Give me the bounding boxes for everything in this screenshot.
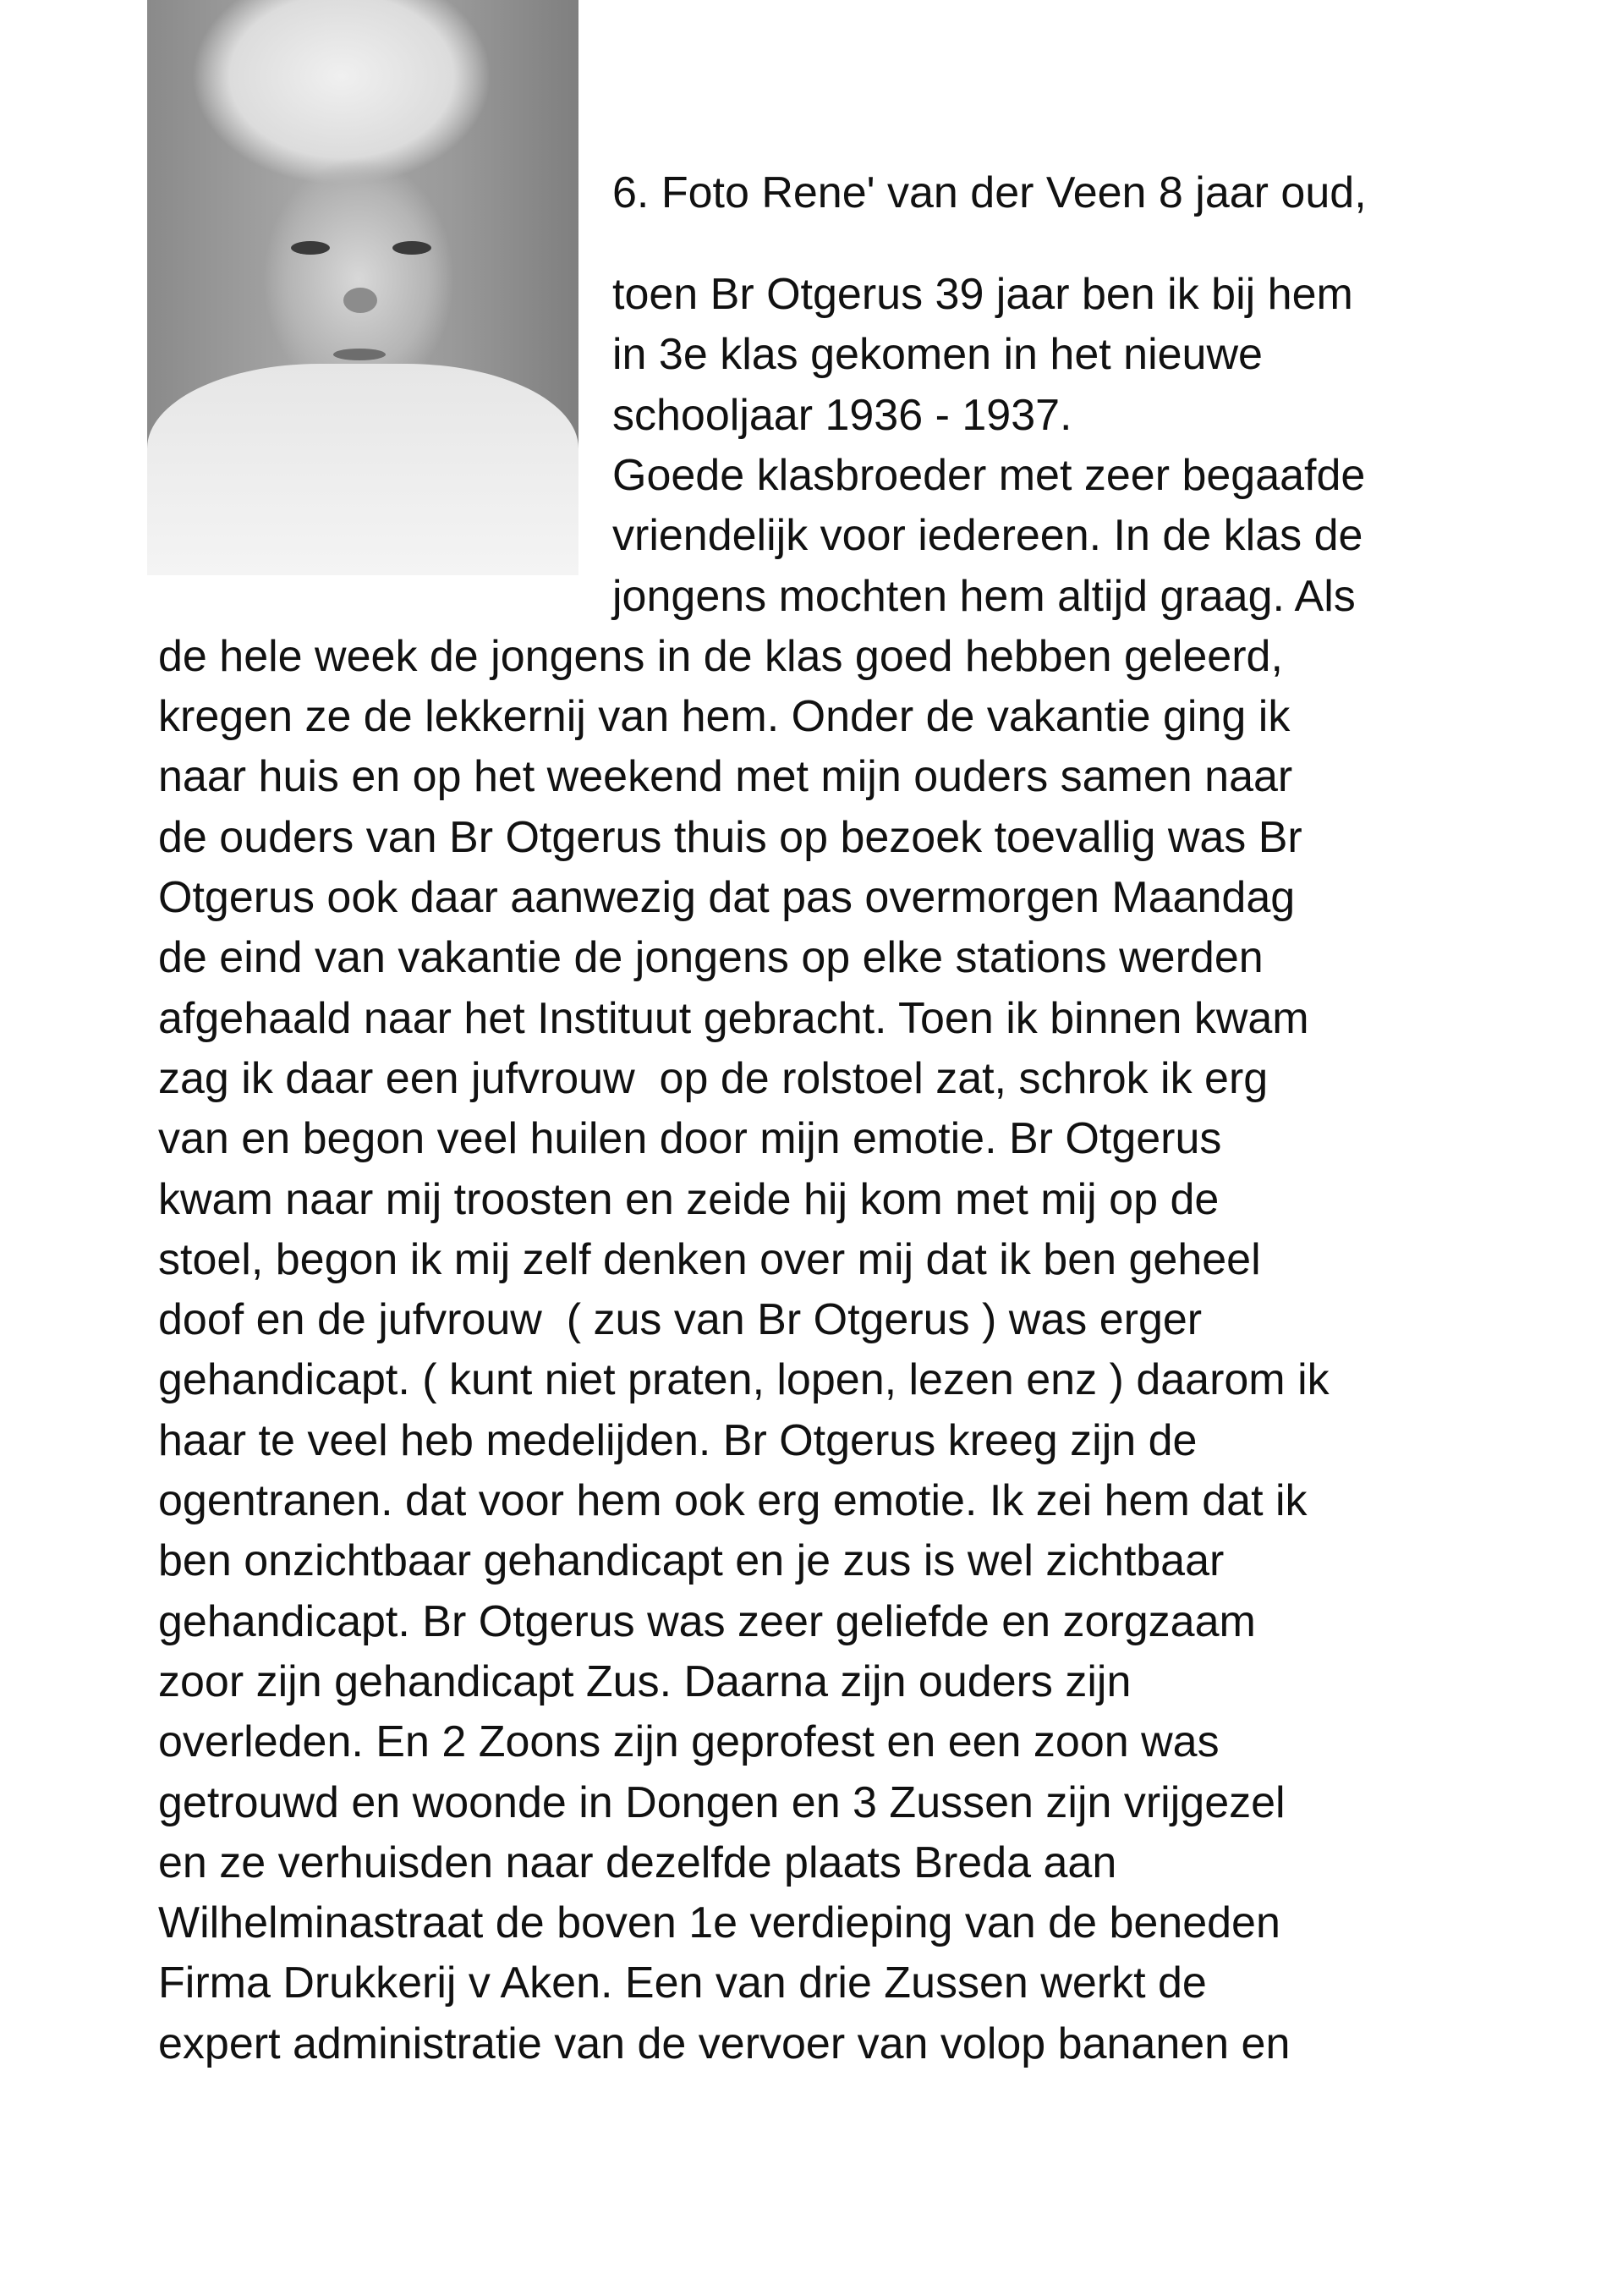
text-line: afgehaald naar het Instituut gebracht. Toen ik binnen kwam (158, 993, 1309, 1043)
text-line: doof en de jufvrouw ( zus van Br Otgerus ) was erger (158, 1295, 1203, 1345)
text-line: Firma Drukkerij v Aken. Een van drie Zussen werkt de (158, 1958, 1207, 2008)
text-line: de hele week de jongens in de klas goed hebben geleerd, (158, 631, 1283, 681)
text-line: naar huis en op het weekend met mijn ouders samen naar (158, 752, 1293, 802)
text-line: getrouwd en woonde in Dongen en 3 Zussen zijn vrijgezel (158, 1777, 1286, 1827)
text-line: zoor zijn gehandicapt Zus. Daarna zijn ouders zijn (158, 1656, 1132, 1706)
text-line: kwam naar mij troosten en zeide hij kom met mij op de (158, 1174, 1220, 1224)
photo-mouth (333, 349, 386, 360)
text-line: kregen ze de lekkernij van hem. Onder de vakantie ging ik (158, 692, 1291, 742)
text-line: stoel, begon ik mij zelf denken over mij dat ik ben geheel (158, 1234, 1261, 1284)
photo-eye-right (392, 241, 431, 255)
text-line: Otgerus ook daar aanwezig dat pas overmorgen Maandag (158, 873, 1296, 922)
text-line: toen Br Otgerus 39 jaar ben ik bij hem (612, 270, 1353, 319)
text-line: Goede klasbroeder met zeer begaafde (612, 450, 1366, 500)
text-line: overleden. En 2 Zoons zijn geprofest en een zoon was (158, 1717, 1220, 1767)
text-line: Wilhelminastraat de boven 1e verdieping van de beneden (158, 1898, 1280, 1948)
text-line: de ouders van Br Otgerus thuis op bezoek toevallig was Br (158, 812, 1302, 862)
text-line: gehandicapt. Br Otgerus was zeer geliefde en zorgzaam (158, 1596, 1256, 1646)
photo-shirt (147, 364, 578, 575)
photo-eye-left (291, 241, 330, 255)
document-title: 6. Foto Rene' van der Veen 8 jaar oud, (612, 168, 1367, 217)
text-line: gehandicapt. ( kunt niet praten, lopen, lezen enz ) daarom ik (158, 1355, 1330, 1405)
text-line: ben onzichtbaar gehandicapt en je zus is wel zichtbaar (158, 1536, 1225, 1586)
text-line: en ze verhuisden naar dezelfde plaats Breda aan (158, 1837, 1117, 1887)
text-line: ogentranen. dat voor hem ook erg emotie. Ik zei hem dat ik (158, 1476, 1308, 1525)
text-line: van en begon veel huilen door mijn emotie. Br Otgerus (158, 1114, 1222, 1164)
text-line: expert administratie van de vervoer van volop bananen en (158, 2019, 1291, 2068)
portrait-photo (147, 0, 578, 575)
text-line: vriendelijk voor iedereen. In de klas de (612, 511, 1363, 561)
text-line: schooljaar 1936 - 1937. (612, 390, 1072, 440)
text-line: jongens mochten hem altijd graag. Als (612, 571, 1356, 621)
text-line: zag ik daar een jufvrouw op de rolstoel zat, schrok ik erg (158, 1053, 1269, 1103)
photo-nose (343, 288, 377, 313)
text-line: haar te veel heb medelijden. Br Otgerus kreeg zijn de (158, 1415, 1198, 1465)
text-line: in 3e klas gekomen in het nieuwe (612, 330, 1263, 380)
text-line: de eind van vakantie de jongens op elke stations werden (158, 933, 1264, 983)
